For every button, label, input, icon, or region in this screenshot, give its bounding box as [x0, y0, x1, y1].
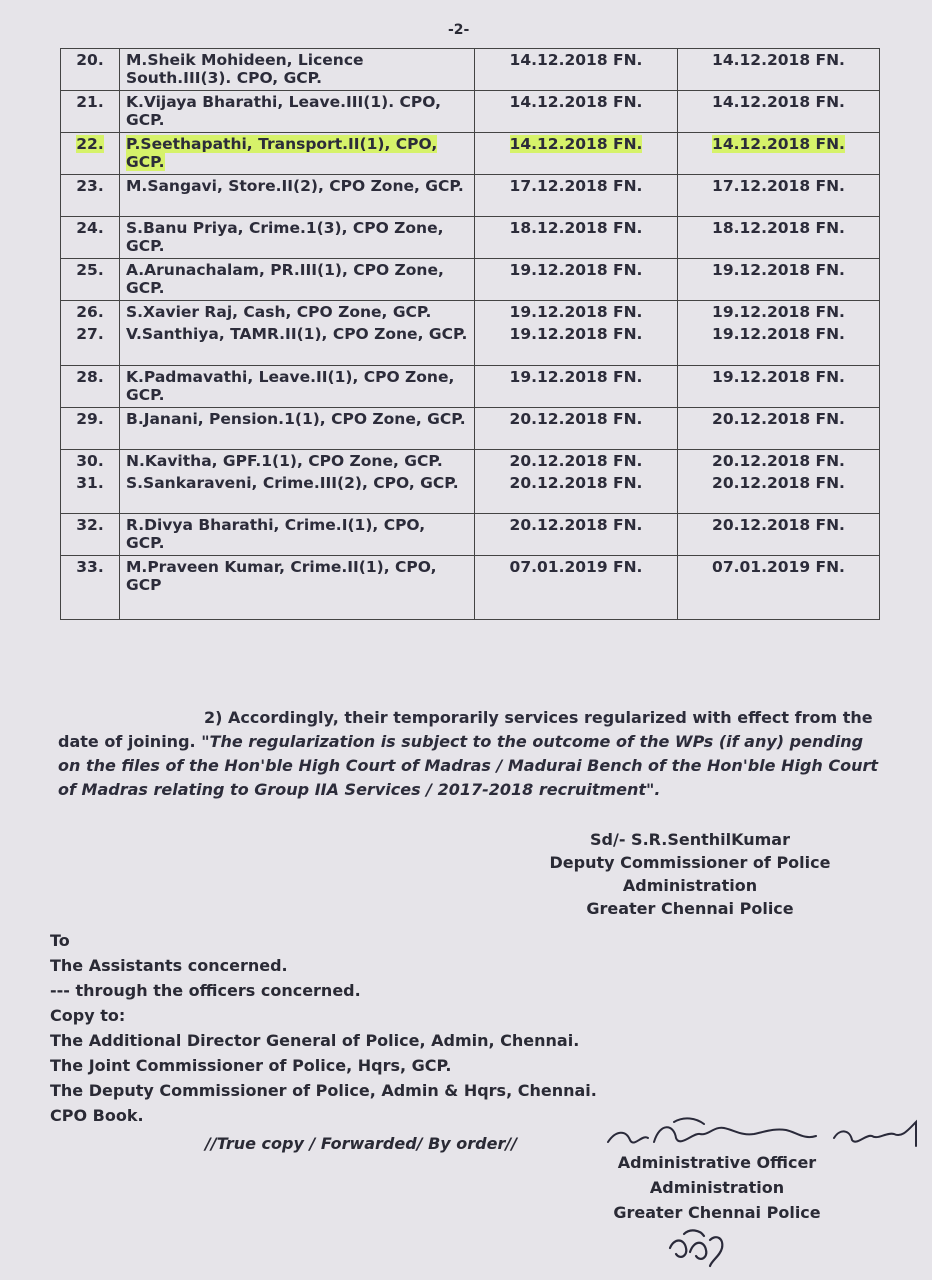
joining-date: 17.12.2018 FN. — [475, 175, 678, 217]
joining-date: 18.12.2018 FN. — [475, 217, 678, 259]
employee-name: M.Sangavi, Store.II(2), CPO Zone, GCP. — [120, 175, 475, 217]
highlight-mark: 22. — [76, 135, 104, 153]
regularization-date: 19.12.2018 FN. — [678, 259, 880, 301]
joining-date: 14.12.2018 FN. — [475, 49, 678, 91]
joining-date: 14.12.2018 FN. — [475, 91, 678, 133]
paragraph-condition: "The regularization is subject to the outcome of the WPs (if any) pending on the files of the Hon'ble High Court of Madras / Madurai Bench of the Hon'ble High Court of Madras relating to Group IIA Services / 2017-2018 recruitment". — [58, 732, 879, 799]
regularization-date: 20.12.2018 FN. — [678, 449, 880, 472]
regularization-table — [60, 48, 880, 620]
regularization-date: 19.12.2018 FN. — [678, 323, 880, 365]
employee-name: A.Arunachalam, PR.III(1), CPO Zone, GCP. — [120, 259, 475, 301]
employee-name: S.Xavier Raj, Cash, CPO Zone, GCP. — [120, 301, 475, 324]
employee-name: M.Sheik Mohideen, Licence South.III(3). CPO, GCP. — [120, 49, 475, 91]
table-row — [61, 556, 880, 620]
address-block — [50, 928, 597, 1128]
table-row — [61, 449, 880, 472]
regularization-date — [678, 133, 880, 175]
regularization-date: 14.12.2018 FN. — [678, 91, 880, 133]
serial-number: 29. — [61, 407, 120, 449]
table-row — [61, 514, 880, 556]
through-line: --- through the officers concerned. — [50, 981, 361, 1000]
copy-recipient: The Additional Director General of Police, Admin, Chennai. — [50, 1031, 580, 1050]
serial-number: 28. — [61, 365, 120, 407]
copy-to-label: Copy to: — [50, 1006, 126, 1025]
joining-date: 20.12.2018 FN. — [475, 514, 678, 556]
joining-date: 20.12.2018 FN. — [475, 407, 678, 449]
joining-date: 19.12.2018 FN. — [475, 323, 678, 365]
table-row — [61, 175, 880, 217]
joining-date: 19.12.2018 FN. — [475, 259, 678, 301]
serial-number: 21. — [61, 91, 120, 133]
true-copy-line: //True copy / Forwarded/ By order// — [205, 1134, 518, 1153]
joining-date: 19.12.2018 FN. — [475, 365, 678, 407]
to-label: To — [50, 931, 70, 950]
highlight-mark: 14.12.2018 FN. — [509, 135, 643, 153]
joining-date — [475, 133, 678, 175]
regularization-date: 20.12.2018 FN. — [678, 407, 880, 449]
regularization-date: 17.12.2018 FN. — [678, 175, 880, 217]
copy-recipient: CPO Book. — [50, 1106, 144, 1125]
signatory-block — [540, 828, 840, 920]
table-row — [61, 217, 880, 259]
attestation-designation: Administrative Officer — [617, 1153, 817, 1172]
serial-number: 24. — [61, 217, 120, 259]
copy-recipient: The Joint Commissioner of Police, Hqrs, GCP. — [50, 1056, 452, 1075]
signatory-organisation: Greater Chennai Police — [586, 899, 794, 918]
joining-date: 20.12.2018 FN. — [475, 449, 678, 472]
employee-name: K.Vijaya Bharathi, Leave.III(1). CPO, GCP. — [120, 91, 475, 133]
regularization-date: 19.12.2018 FN. — [678, 301, 880, 324]
employee-name: R.Divya Bharathi, Crime.I(1), CPO, GCP. — [120, 514, 475, 556]
serial-number: 20. — [61, 49, 120, 91]
regularization-date: 20.12.2018 FN. — [678, 472, 880, 514]
regularization-date: 18.12.2018 FN. — [678, 217, 880, 259]
table-row — [61, 365, 880, 407]
handwritten-initials — [664, 1226, 732, 1270]
serial-number — [61, 133, 120, 175]
serial-number: 30. — [61, 449, 120, 472]
serial-number: 31. — [61, 472, 120, 514]
employee-name: S.Banu Priya, Crime.1(3), CPO Zone, GCP. — [120, 217, 475, 259]
regularization-date: 07.01.2019 FN. — [678, 556, 880, 620]
serial-number: 25. — [61, 259, 120, 301]
serial-number: 27. — [61, 323, 120, 365]
regularization-date: 14.12.2018 FN. — [678, 49, 880, 91]
attestation-organisation: Greater Chennai Police — [613, 1203, 821, 1222]
employee-name: K.Padmavathi, Leave.II(1), CPO Zone, GCP. — [120, 365, 475, 407]
table-row — [61, 259, 880, 301]
signatory-wing: Administration — [622, 876, 758, 895]
attestation-block — [606, 1150, 828, 1225]
table-row — [61, 301, 880, 324]
regularization-date: 19.12.2018 FN. — [678, 365, 880, 407]
table-row — [61, 49, 880, 91]
table-row-highlighted — [61, 133, 880, 175]
serial-number: 23. — [61, 175, 120, 217]
employee-name: B.Janani, Pension.1(1), CPO Zone, GCP. — [120, 407, 475, 449]
copy-recipient: The Deputy Commissioner of Police, Admin & Hqrs, Chennai. — [50, 1081, 597, 1100]
employee-name: V.Santhiya, TAMR.II(1), CPO Zone, GCP. — [120, 323, 475, 365]
table-row — [61, 91, 880, 133]
serial-number: 33. — [61, 556, 120, 620]
recipient: The Assistants concerned. — [50, 956, 288, 975]
regularization-paragraph — [58, 706, 888, 802]
page-number: -2- — [448, 22, 470, 38]
table-row — [61, 407, 880, 449]
employee-name — [120, 133, 475, 175]
table-row — [61, 323, 880, 365]
joining-date: 07.01.2019 FN. — [475, 556, 678, 620]
employee-name: N.Kavitha, GPF.1(1), CPO Zone, GCP. — [120, 449, 475, 472]
attestation-wing: Administration — [649, 1178, 785, 1197]
highlight-mark: P.Seethapathi, Transport.II(1), CPO, GCP. — [126, 135, 438, 171]
employee-name: M.Praveen Kumar, Crime.II(1), CPO, GCP — [120, 556, 475, 620]
regularization-date: 20.12.2018 FN. — [678, 514, 880, 556]
signatory-name: Sd/- S.R.SenthilKumar — [590, 830, 790, 849]
table-row — [61, 472, 880, 514]
highlight-mark: 14.12.2018 FN. — [712, 135, 845, 153]
signatory-designation: Deputy Commissioner of Police — [549, 853, 831, 872]
serial-number: 26. — [61, 301, 120, 324]
employee-name: S.Sankaraveni, Crime.III(2), CPO, GCP. — [120, 472, 475, 514]
joining-date: 19.12.2018 FN. — [475, 301, 678, 324]
joining-date: 20.12.2018 FN. — [475, 472, 678, 514]
paragraph-lead: 2) Accordingly, their temporarily services regularized with effect from the date of joining. — [58, 708, 873, 751]
serial-number: 32. — [61, 514, 120, 556]
